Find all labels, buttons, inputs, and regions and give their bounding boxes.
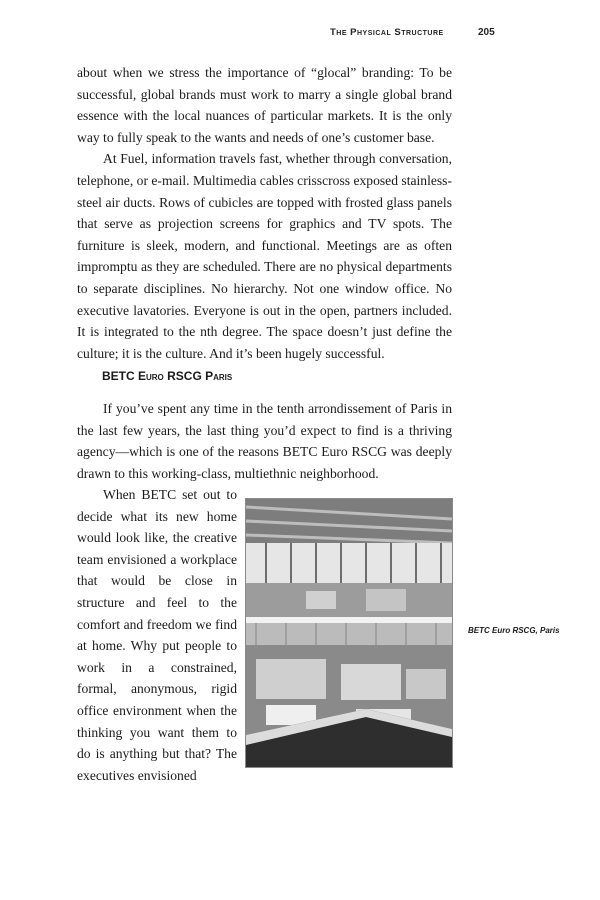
paragraph-4: When BETC set out to decide what its new home would look like, the creative team envisioned a workplace that would be close in structure and feel to the comfort and freedom we find at home. Why put people to work in a constrained, formal, anonymous, rigid office environment when the thinking you want them to do is anything but that? The executives envisioned (77, 487, 237, 783)
section-body-text (77, 398, 452, 484)
office-photo-image (246, 499, 452, 767)
paragraph-2: At Fuel, information travels fast, whether through conversation, telephone, or e-mail. Multimedia cables crisscross exposed stainless-steel air ducts. Rows of cubicles are topped with frosted glass panels that serve as projection screens for graphics and TV spots. The furniture is sleek, modern, and functional. Meetings are as often impromptu as they are scheduled. There are no physical departments to separate disciplines. No hierarchy. Not one window office. No executive lavatories. Everyone is out in the open, partners included. It is integrated to the nth degree. The space doesn’t just define the culture; it is the culture. And it’s been hugely successful. (77, 151, 452, 361)
body-text (77, 62, 452, 364)
office-photo (245, 498, 453, 768)
paragraph-3: If you’ve spent any time in the tenth arrondissement of Paris in the last few years, the last thing you’d expect to find is a thriving agency—which is one of the reasons BETC Euro RSCG was deeply drawn to this working-class, multiethnic neighborhood. (77, 401, 452, 481)
page-number: 205 (478, 27, 495, 38)
section-heading: BETC Euro RSCG Paris (102, 369, 233, 383)
figure-caption: BETC Euro RSCG, Paris (468, 626, 560, 635)
wrapped-text (77, 484, 237, 786)
running-head-title: The Physical Structure (330, 27, 444, 38)
running-head (330, 27, 444, 38)
paragraph-1: about when we stress the importance of “glocal” branding: To be successful, global brands must work to marry a single global brand essence with the local nuances of particular markets. It is the only way to fully speak to the wants and needs of one’s customer base. (77, 65, 452, 145)
